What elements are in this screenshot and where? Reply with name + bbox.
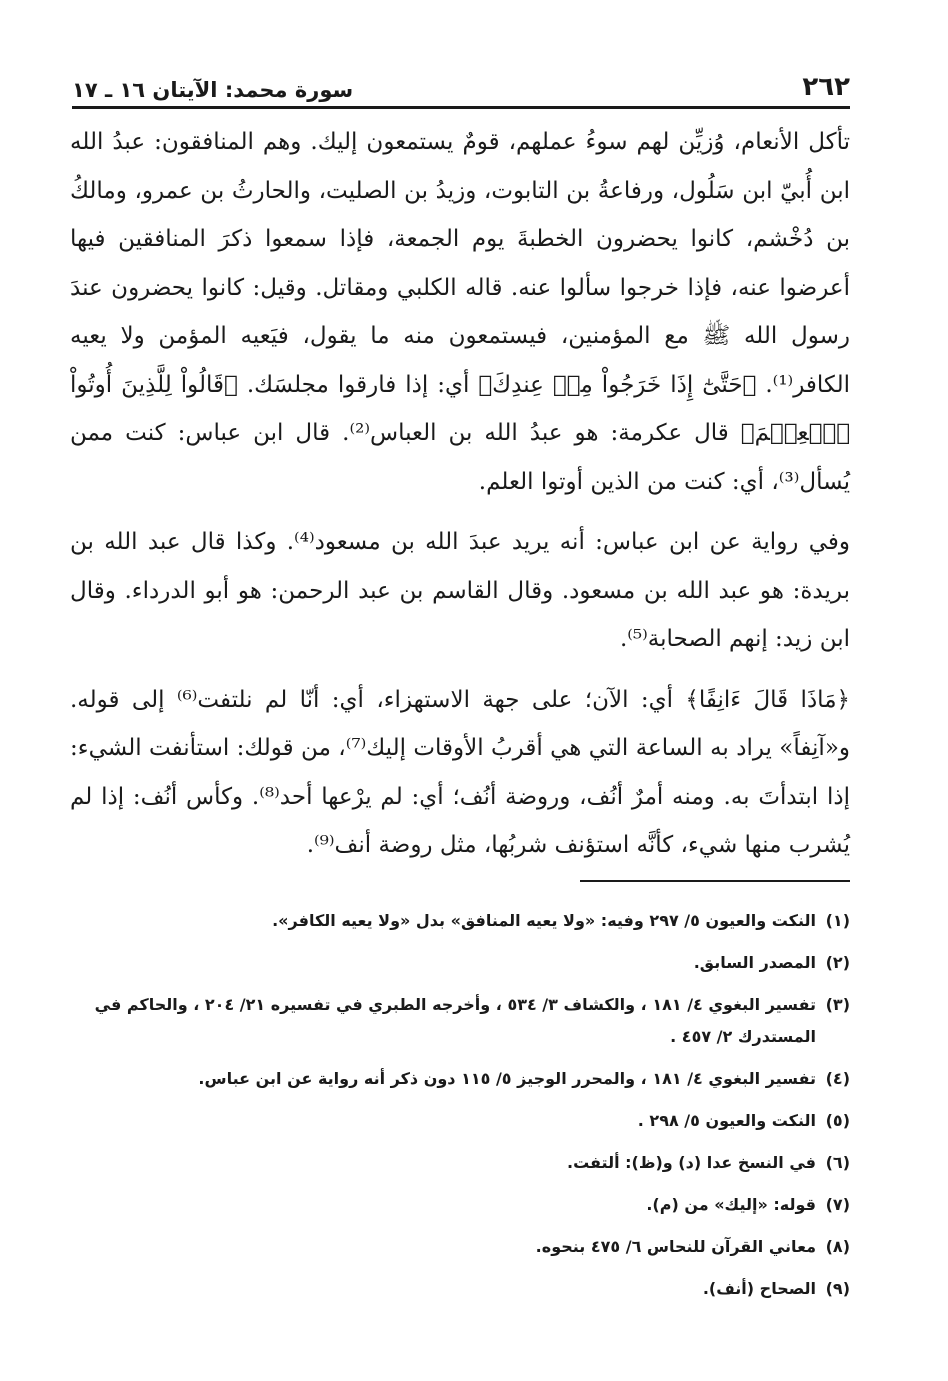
page-number: ٢٦٢ [802,72,850,102]
footnote-number: (٣) [825,995,850,1014]
footnote-number: (٦) [825,1153,850,1172]
footnote-number: (٩) [825,1279,850,1298]
footnote-item [72,1231,850,1263]
footnote-text: النكت والعيون ٥/ ٢٩٨ . [637,1111,816,1130]
main-text [70,118,850,870]
footnote-number: (٢) [825,953,850,972]
footnote-number: (٥) [825,1111,850,1130]
footnote-item [72,1147,850,1179]
footnote-text: الصحاح (أنف). [702,1279,816,1298]
footnote-text: في النسخ عدا (د) و(ظ): ألتفت. [567,1153,816,1172]
running-title: سورة محمد: الآيتان ١٦ ـ ١٧ [72,78,354,102]
footnote-divider [580,880,850,882]
footnote-text: المصدر السابق. [693,953,816,972]
footnote-item [72,989,850,1053]
page-header [72,62,850,109]
footnote-item [72,947,850,979]
footnote-number: (١) [825,911,850,930]
footnote-number: (٤) [825,1069,850,1088]
footnote-item [72,1273,850,1305]
footnote-item [72,1105,850,1137]
footnote-text: قوله: «إليك» من (م). [646,1195,816,1214]
footnote-item [72,1063,850,1095]
footnote-number: (٧) [825,1195,850,1214]
footnote-text: تفسير البغوي ٤/ ١٨١ ، والمحرر الوجيز ٥/ ١١٥ دون ذكر أنه رواية عن ابن عباس. [198,1069,816,1088]
footnote-text: النكت والعيون ٥/ ٢٩٧ وفيه: «ولا يعيه المنافق» بدل «ولا يعيه الكافر». [272,911,816,930]
paragraph-2: وفي رواية عن ابن عباس: أنه يريد عبدَ الله بن مسعود⁽⁴⁾. وكذا قال عبد الله بن بريدة: هو عبد الله بن مسعود. وقال القاسم بن عبد الرحمن: هو أبو الدرداء. وقال ابن زيد: إنهم الصحابة⁽⁵⁾. [70,529,850,652]
footnote-number: (٨) [825,1237,850,1256]
paragraph-1: تأكل الأنعام، وُزيِّن لهم سوءُ عملهم، قومٌ يستمعون إليك. وهم المنافقون: عبدُ الله ابن أُبيّ ابن سَلُول، ورفاعةُ بن التابوت، وزيدُ بن الصليت، والحارثُ بن عمرو، ومالكُ بن دُخْشم، كانوا يحضرون الخطبةَ يوم الجمعة، فإذا سمعوا ذكرَ المنافقين فيها أعرضوا عنه، فإذا خرجوا سألوا عنه. قاله الكلبي ومقاتل. وقيل: كانوا يحضرون عندَ رسول الله ﷺ مع المؤمنين، فيستمعون منه ما يقول، فيَعيه المؤمن ولا يعيه الكافر⁽¹⁾. ﴿حَتَّىٰٓ إِذَا خَرَجُواْ مِنۡ عِندِكَ﴾ أي: إذا فارقوا مجلسَك. ﴿قَالُواْ لِلَّذِينَ أُوتُواْ ٱلۡعِلۡمَ﴾ قال عكرمة: هو عبدُ الله بن العباس⁽²⁾. قال ابن عباس: كنت ممن يُسأل⁽³⁾، أي: كنت من الذين أوتوا العلم. [70,129,851,495]
footnotes [72,905,850,1315]
footnote-item [72,905,850,937]
footnote-item [72,1189,850,1221]
footnote-text: معاني القرآن للنحاس ٦/ ٤٧٥ بنحوه. [535,1237,816,1256]
paragraph-3: ﴿مَاذَا قَالَ ءَانِفًا﴾ أي: الآن؛ على جهة الاستهزاء، أي: أنّا لم نلتفت⁽⁶⁾ إلى قوله. و«آنِفاً» يراد به الساعة التي هي أقربُ الأوقات إليك⁽⁷⁾، من قولك: استأنفت الشيء: إذا ابتدأتَ به. ومنه أمرٌ أنُف، وروضة أنُف؛ أي: لم يرْعها أحد⁽⁸⁾. وكأس أنُف: إذا لم يُشرب منها شيء، كأنَّه استؤنف شربُها، مثل روضة أنف⁽⁹⁾. [70,686,850,858]
footnote-text: تفسير البغوي ٤/ ١٨١ ، والكشاف ٣/ ٥٣٤ ، وأخرجه الطبري في تفسيره ٢١/ ٢٠٤ ، والحاكم في المستدرك ٢/ ٤٥٧ . [94,995,816,1046]
